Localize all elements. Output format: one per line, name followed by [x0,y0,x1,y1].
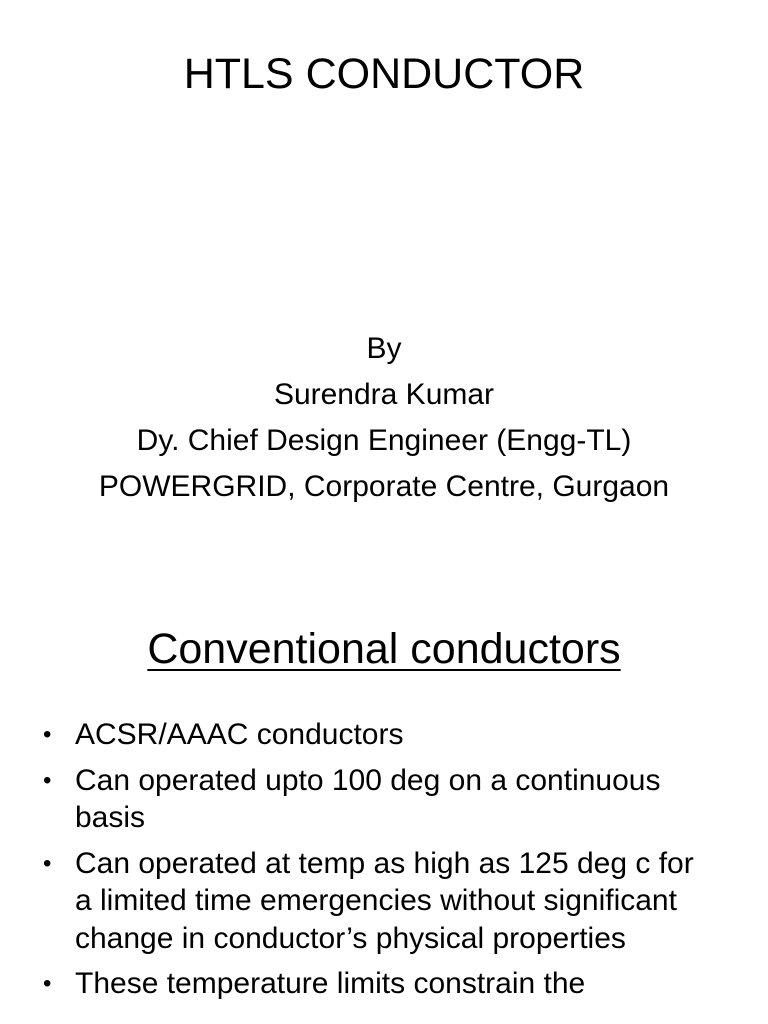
author-designation: Dy. Chief Design Engineer (Engg-TL) [136,424,632,457]
list-item-text: Can operated upto 100 deg on a continuous basis [75,763,661,834]
author-organization: POWERGRID, Corporate Centre, Gurgaon [98,470,670,503]
list-item [0,762,768,837]
bullet-icon: • [43,721,52,748]
section-heading-text: Conventional conductors [147,625,621,673]
slide-title: HTLS CONDUCTOR [183,50,585,98]
list-item [0,965,768,1003]
author-byline [0,326,768,510]
list-item [0,845,768,958]
list-item-text: These temperature limits constrain the [75,967,586,1000]
bullet-icon: • [43,970,52,997]
list-item-text: Can operated at temp as high as 125 deg c for a limited time emergencies without significant change in conductor’s physical properties [75,846,694,955]
byline-by: By [366,332,402,365]
list-item-text: ACSR/AAAC conductors [75,718,404,751]
bullet-icon: • [43,849,52,877]
author-name: Surendra Kumar [273,378,495,411]
list-item [0,716,768,754]
bullet-icon: • [43,766,52,794]
bullet-list [0,716,768,1011]
section-heading [0,622,768,676]
